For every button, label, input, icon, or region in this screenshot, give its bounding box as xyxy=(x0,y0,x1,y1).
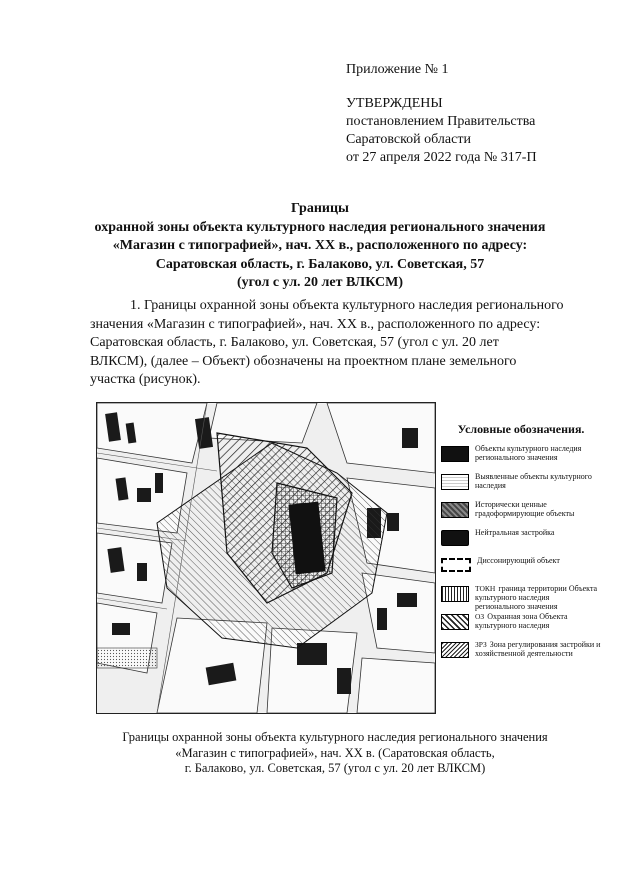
body-paragraph xyxy=(90,297,587,390)
dark-gray-swatch-icon xyxy=(441,502,469,518)
legend-item xyxy=(441,472,601,500)
legend-item-label: Исторически ценные градоформирующие объекты xyxy=(475,500,575,518)
approval-line: постановлением Правительства xyxy=(346,114,536,129)
legend-item xyxy=(441,612,601,640)
approval-line: УТВЕРЖДЕНЫ xyxy=(346,96,443,111)
legend-item-label xyxy=(475,584,601,611)
legend-item xyxy=(441,444,601,472)
grid-hatch-swatch-icon xyxy=(441,586,469,602)
legend-item xyxy=(441,500,601,528)
paragraph-line: 1. Границы охранной зоны объекта культурного наследия регионального xyxy=(130,298,564,313)
map-legend xyxy=(441,424,601,668)
site-plan-map xyxy=(96,402,436,714)
black-rounded-swatch-icon xyxy=(441,530,469,546)
title-line: (угол с ул. 20 лет ВЛКСМ) xyxy=(236,275,404,290)
legend-item-label xyxy=(475,640,601,658)
title-line: «Магазин с типографией», нач. XX в., расположенного по адресу: xyxy=(112,238,528,253)
paragraph-line: ВЛКСМ), (далее – Объект) обозначены на проектном плане земельного xyxy=(90,353,517,369)
legend-code: ОЗ xyxy=(475,612,485,621)
legend-item xyxy=(441,556,601,584)
solid-black-swatch-icon xyxy=(441,446,469,462)
legend-item-label: Объекты культурного наследия регионального значения xyxy=(475,444,582,462)
legend-code: ТОКН xyxy=(475,584,496,593)
legend-item xyxy=(441,584,601,612)
legend-item-text: Зона регулирования застройки и хозяйственной деятельности xyxy=(475,640,601,658)
light-dotted-swatch-icon xyxy=(441,474,469,490)
approval-line: от 27 апреля 2022 года № 317-П xyxy=(346,150,537,165)
paragraph-line: значения «Магазин с типографией», нач. XX в., расположенного по адресу: xyxy=(90,316,541,332)
reverse-hatch-swatch-icon xyxy=(441,642,469,658)
title-line: Саратовская область, г. Балаково, ул. Советская, 57 xyxy=(155,256,485,272)
legend-title: Условные обозначения. xyxy=(457,422,585,436)
approval-block xyxy=(346,95,537,167)
legend-item xyxy=(441,528,601,556)
appendix-label: Приложение № 1 xyxy=(346,62,449,77)
legend-item-label: Выявленные объекты культурного наследия xyxy=(475,472,592,490)
title-line: Границы xyxy=(291,201,349,216)
legend-code: ЗРЗ xyxy=(475,640,487,649)
diagonal-hatch-swatch-icon xyxy=(441,614,469,630)
caption-line: Границы охранной зоны объекта культурного наследия регионального значения xyxy=(122,730,548,744)
title-line: охранной зоны объекта культурного наследия регионального значения xyxy=(94,219,546,235)
map-drawing xyxy=(97,403,435,713)
legend-item-label xyxy=(475,612,601,630)
legend-item-label: Нейтральная застройка xyxy=(475,528,555,537)
legend-item-text: Охранная зона Объекта культурного наследия xyxy=(475,612,568,630)
caption-line: «Магазин с типографией», нач. XX в. (Саратовская область, xyxy=(175,745,495,760)
figure-caption xyxy=(100,730,570,777)
dashed-outline-swatch-icon xyxy=(441,558,471,572)
approval-line: Саратовской области xyxy=(346,132,471,147)
legend-item xyxy=(441,640,601,668)
legend-item-text: граница территории Объекта культурного наследия регионального значения xyxy=(475,584,598,611)
paragraph-line: участка (рисунок). xyxy=(90,372,201,388)
caption-line: г. Балаково, ул. Советская, 57 (угол с ул. 20 лет ВЛКСМ) xyxy=(184,761,486,775)
paragraph-line: Саратовская область, г. Балаково, ул. Советская, 57 (угол с ул. 20 лет xyxy=(90,335,499,351)
document-title xyxy=(40,200,600,293)
legend-item-label: Диссонирующий объект xyxy=(477,556,560,565)
